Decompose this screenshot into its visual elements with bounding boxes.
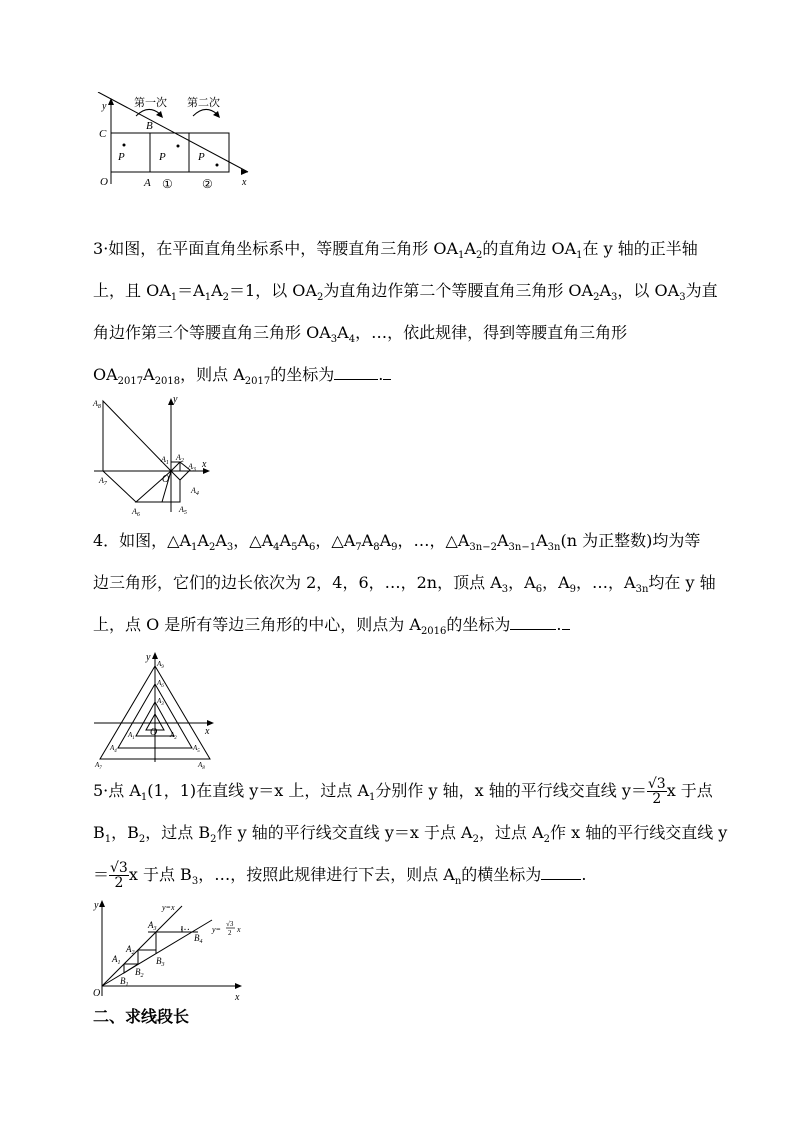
svg-text:A: A [144,177,151,189]
svg-text:A1: $A_1$ [112,954,121,966]
svg-text:y: y [102,101,107,112]
svg-text:…: … [180,922,190,933]
fraction-sqrt3-over-2: $\frac{√3}{2}$ [647,776,666,807]
label-first: 第一次 [134,97,167,109]
svg-text:O: O [162,474,170,485]
svg-text:A7: $A_7$ [95,761,102,771]
label-second: 第二次 [187,97,220,109]
svg-text:A6: $A_6$ [157,679,164,689]
svg-text:A7: $A_7$ [99,476,107,487]
svg-text:A4: $A_4$ [110,744,117,754]
svg-text:y: y [146,652,151,663]
question-3: 3·如图，在平面直角坐标系中，等腰直角三角形 $OA_1A_2$的直角边 $OA_1$在 y 轴的正半轴 上，且 $OA_1=A_1A_2=1$，以 $OA_2$为直角边作第二个等腰直角三角形 $OA_2A_3$，以 $OA_3$为直 角边作第三个等腰直角三角形 $OA_3A_4$，…，依此规律，得到等腰直角三角形 $OA_{2017}A_{2018}$，则点 $A_{2017}$的坐标为 . [93,239,718,388]
svg-text:y=: y= [212,925,221,934]
fraction-sqrt3-over-2: $\frac{√3}{2}$ [110,860,128,891]
svg-text:A8: $A_8$ [93,399,101,410]
svg-text:A2: $A_2$ [176,453,184,464]
svg-text:A1: $A_1$ [128,731,135,741]
svg-text:O: O [150,727,158,738]
svg-text:√3: √3 [226,920,234,928]
svg-text:P: P [159,151,166,163]
svg-text:y: y [173,394,178,405]
svg-text:x: x [202,459,207,470]
svg-text:y=x: y=x [162,903,175,912]
figure-staircase-lines [90,896,250,1002]
svg-text:y: y [94,900,99,911]
svg-text:P: P [118,151,125,163]
svg-text:A6: $A_6$ [132,507,140,518]
svg-text:A8: $A_8$ [198,761,205,771]
svg-text:B1: $B_1$ [120,976,129,988]
question-4: 4．如图，$\triangle A_1A_2A_3$，$\triangle A_4A_5A_6$，$\triangle A_7A_8A_9$，…，$\triangle A_{3n-2}A_{3n-1}A_{3n}(n$ 为正整数)均为等 边三角形，它们的边长依次为 2，4，6，…，2n，顶点 $A_3$，$A_6$，$A_9$，…，$A_{3n}$均在 y 轴 上，点 O 是所有等边三角形的中心，则点为 $A_{2016}$的坐标为 . [93,531,716,638]
svg-text:P: P [198,151,205,163]
svg-text:x: x [235,992,240,1002]
figure-isosceles-spiral [90,394,210,520]
svg-text:A4: $A_4$ [191,486,199,497]
svg-text:x: x [237,925,241,934]
figure-rolling-square [90,92,260,200]
answer-blank[interactable] [510,629,556,630]
svg-text:B3: $B_3$ [156,956,165,968]
answer-blank[interactable] [334,379,378,380]
svg-text:2: 2 [228,929,232,937]
svg-text:O: O [100,176,108,188]
svg-text:A2: $A_2$ [126,944,135,956]
question-5: 5·点 $A_1(1$，1)在直线 y＝x 上，过点 $A_1$分别作 y 轴，x 轴的平行线交直线 y＝ $\frac{√3}{2}$ x 于点 $B_1$，$B_2$，过点 $B_2$作 y 轴的平行线交直线 y＝x 于点 $A_2$，过点 $A_2$作 x 轴的平行线交直线 y ＝ $\frac{√3}{2}$ x 于点 $B_3$，…，按照此规律进行下去，则点 $A_n$的横坐标为 . [93,776,728,891]
svg-text:A3: $A_3$ [188,462,196,473]
svg-text:B: B [146,120,153,132]
svg-text:O: O [93,988,101,999]
svg-text:B2: $B_2$ [135,967,144,979]
svg-text:B4: $B_4$ [194,933,203,945]
figure-equilateral-triangles [90,646,220,772]
svg-text:A3: $A_3$ [148,920,157,932]
svg-text:A1: $A_1$ [161,455,169,466]
section-heading: 二、求线段长 [93,1007,190,1026]
svg-text:x: x [242,177,247,188]
svg-text:A5: $A_5$ [193,744,200,754]
svg-text:A5: $A_5$ [179,505,187,516]
svg-text:A9: $A_9$ [157,660,164,670]
svg-text:C: C [99,128,107,140]
svg-text:x: x [205,726,210,737]
svg-text:②: ② [202,177,213,191]
svg-text:A3: $A_3$ [157,697,164,707]
svg-text:①: ① [162,177,173,191]
answer-blank[interactable] [541,879,581,880]
svg-text:A2: $A_2$ [170,731,177,741]
